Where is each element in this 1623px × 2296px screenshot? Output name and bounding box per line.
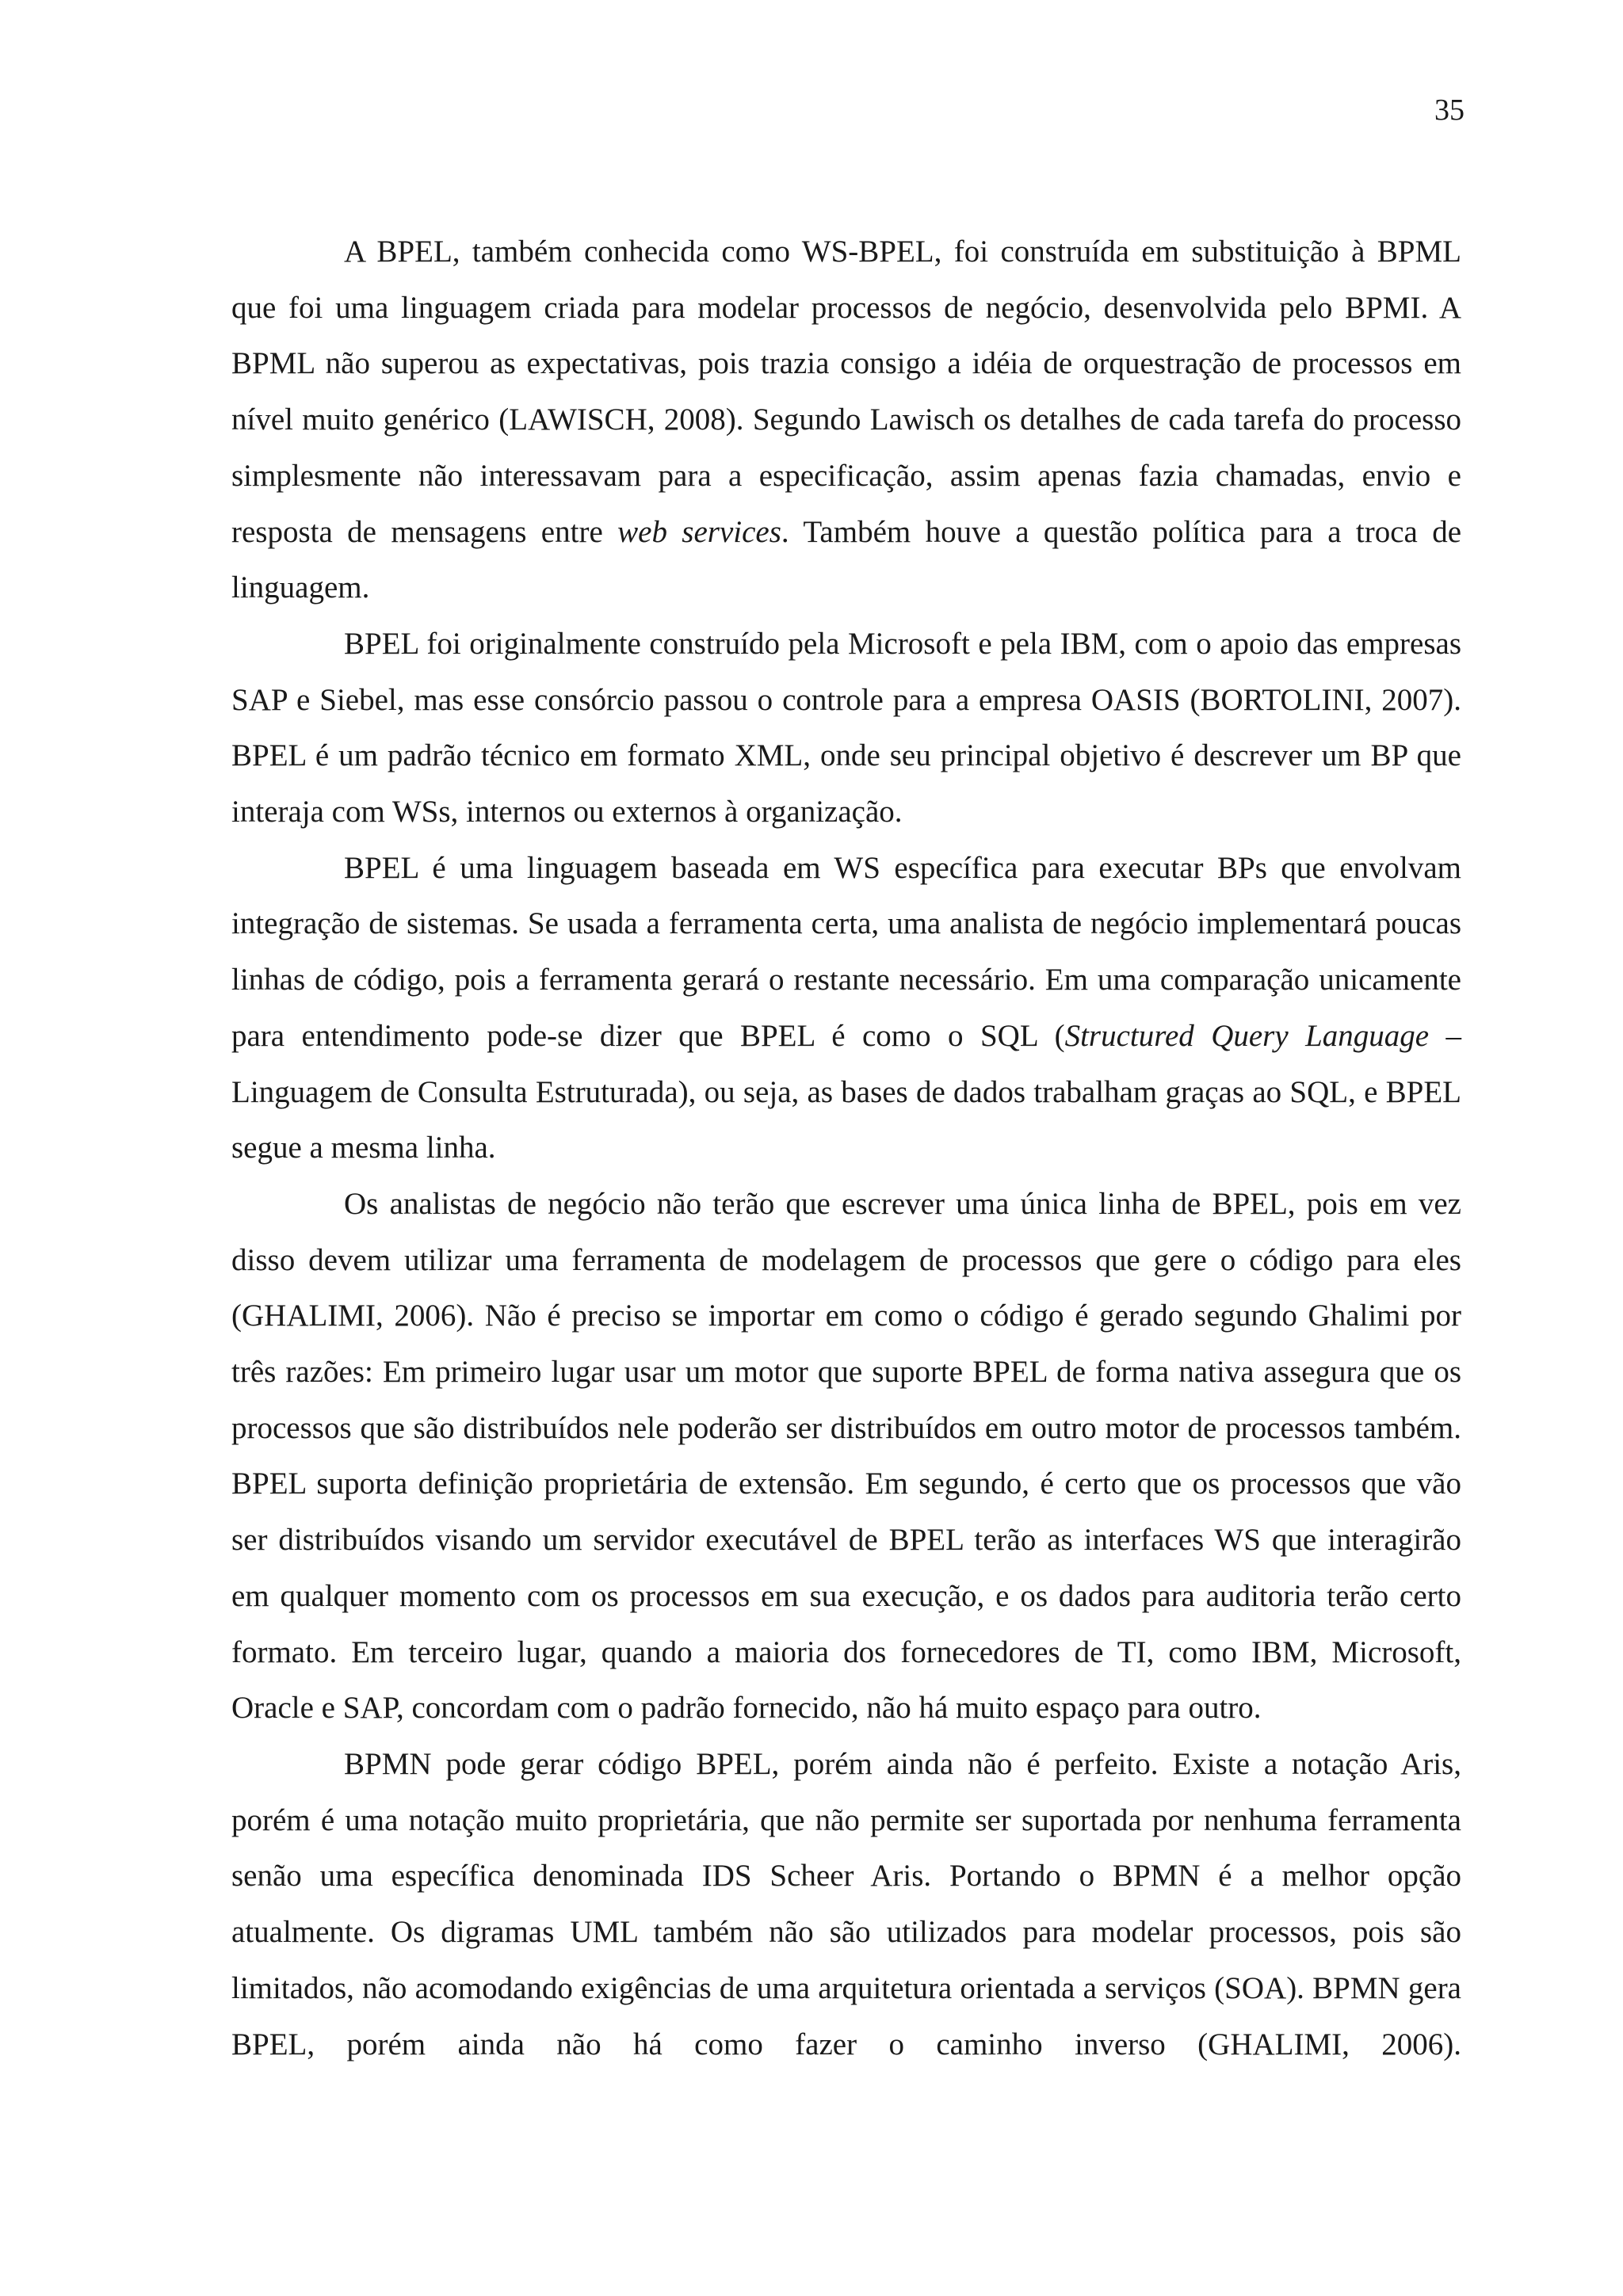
paragraph-bpel-microsoft-ibm	[231, 616, 1461, 841]
text-run: A BPEL, também conhecida como WS-BPEL, foi construída em substituição à BPML que foi uma linguagem criada para modelar processos de negócio, desenvolvida pelo BPMI. A BPML não superou as expectativas, pois trazia consigo a idéia de orquestração de processos em nível muito genérico (LAWISCH, 2008). Segundo Lawisch os detalhes de cada tarefa do processo simplesmente não interessavam para a especificação, assim apenas fazia chamadas, envio e resposta de mensagens entre	[231, 235, 1461, 549]
text-run: . Também houve a questão política para a troca de linguagem.	[231, 514, 1461, 605]
paragraph-bpel-ws-language	[231, 841, 1461, 1177]
text-run: Os analistas de negócio não terão que escrever uma única linha de BPEL, pois em vez disso devem utilizar uma ferramenta de modelagem de processos que gere o código para eles (GHALIMI, 2006). Não é preciso se importar em como o código é gerado segundo Ghalimi por três razões: Em primeiro lugar usar um motor que suporte BPEL de forma nativa assegura que os processos que são distribuídos nele poderão ser distribuídos em outro motor de processos também. BPEL suporta definição proprietária de extensão. Em segundo, é certo que os processos que vão ser distribuídos visando um servidor executável de BPEL terão as interfaces WS que interagirão em qualquer momento com os processos em sua execução, e os dados para auditoria terão certo formato. Em terceiro lugar, quando a maioria dos fornecedores de TI, como IBM, Microsoft, Oracle e SAP, concordam com o padrão fornecido, não há muito espaço para outro.	[231, 1186, 1461, 1726]
paragraph-business-analysts	[231, 1177, 1461, 1737]
italic-term: Structured Query Language	[1064, 1018, 1430, 1053]
text-run: – Linguagem de Consulta Estruturada), ou seja, as bases de dados trabalham graças ao SQL, e BPEL segue a mesma linha.	[231, 1018, 1461, 1165]
italic-term: web services	[617, 514, 781, 549]
paragraph-bpel-origins	[231, 224, 1461, 616]
text-run: BPEL foi originalmente construído pela Microsoft e pela IBM, com o apoio das empresas SAP e Siebel, mas esse consórcio passou o controle para a empresa OASIS (BORTOLINI, 2007). BPEL é um padrão técnico em formato XML, onde seu principal objetivo é descrever um BP que interaja com WSs, internos ou externos à organização.	[231, 626, 1461, 830]
body-text	[231, 224, 1461, 2073]
paragraph-bpmn-bpel	[231, 1737, 1461, 2073]
text-run: BPMN pode gerar código BPEL, porém ainda não é perfeito. Existe a notação Aris, porém é uma notação muito proprietária, que não permite ser suportada por nenhuma ferramenta senão uma específica denominada IDS Scheer Aris. Portando o BPMN é a melhor opção atualmente. Os digramas UML também não são utilizados para modelar processos, pois são limitados, não acomodando exigências de uma arquitetura orientada a serviços (SOA). BPMN gera BPEL, porém ainda não há como fazer o caminho inverso (GHALIMI, 2006).	[231, 1746, 1461, 2061]
page-number: 35	[1434, 93, 1465, 127]
text-run: BPEL é uma linguagem baseada em WS específica para executar BPs que envolvam integração de sistemas. Se usada a ferramenta certa, uma analista de negócio implementará poucas linhas de código, pois a ferramenta gerará o restante necessário. Em uma comparação unicamente para entendimento pode-se dizer que BPEL é como o SQL (	[231, 850, 1461, 1053]
